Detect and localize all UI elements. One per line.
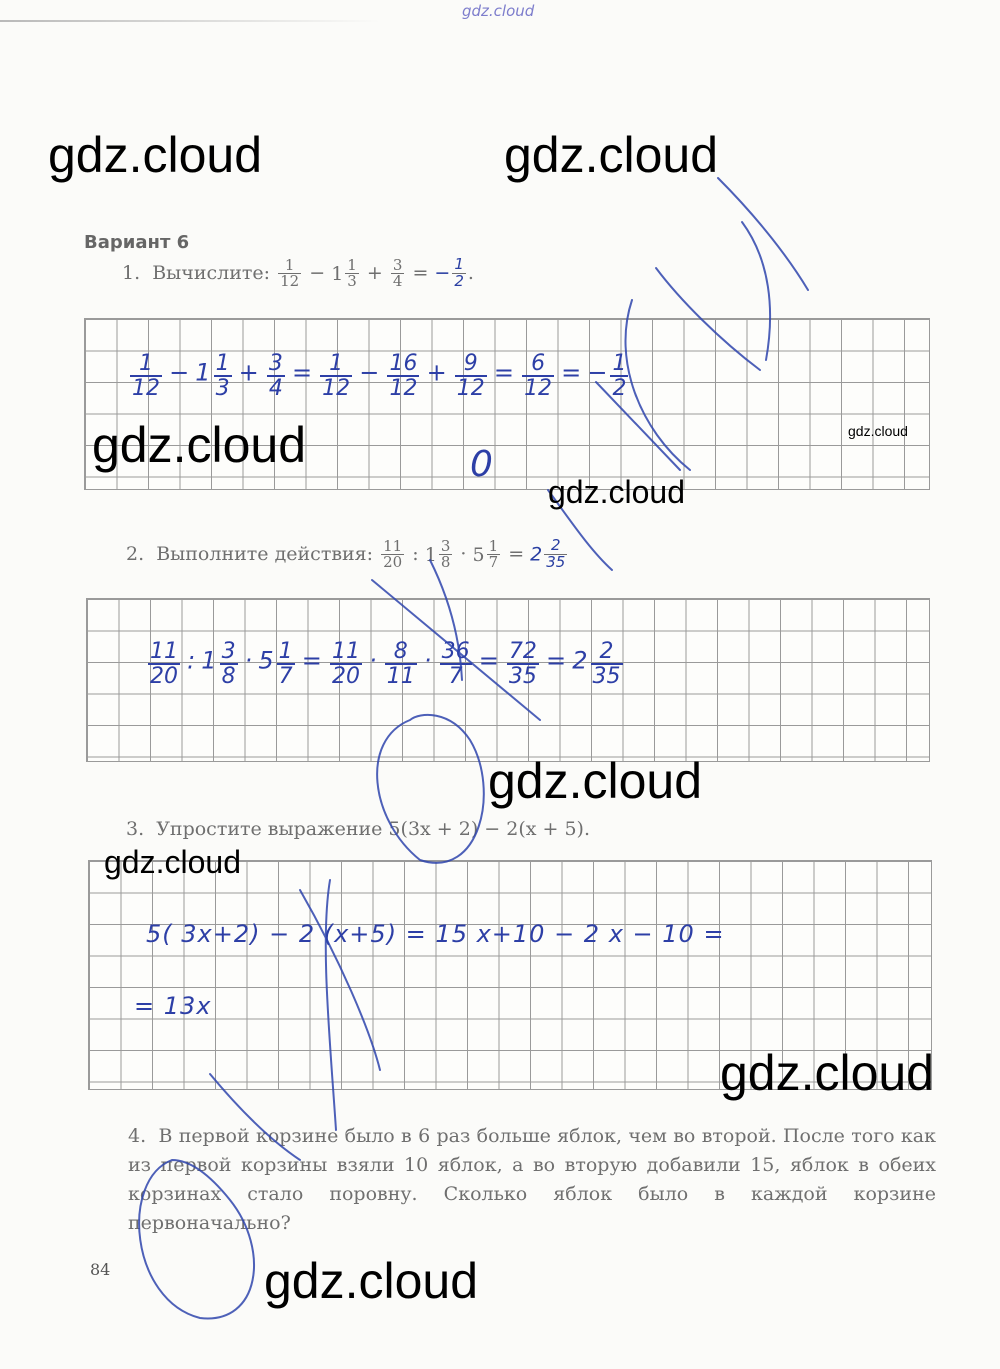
variant-title: Вариант 6: [84, 232, 190, 253]
watermark: gdz.cloud: [848, 423, 908, 439]
mixed-whole: 1: [331, 262, 344, 285]
watermark: gdz.cloud: [48, 127, 263, 183]
watermark: gdz.cloud: [488, 753, 703, 809]
task-4-statement: [128, 1122, 936, 1238]
operator: −: [309, 261, 326, 284]
top-rule: [0, 20, 380, 22]
handwritten-solution-3-line-1: 5( 3x+2) − 2 (x+5) = 15 x+10 − 2 x − 10 =: [146, 920, 725, 948]
task-text: Выполните действия:: [156, 542, 374, 565]
fraction: $\frac{1}{3}$: [347, 255, 357, 291]
site-url-top[interactable]: gdz.cloud: [462, 2, 535, 20]
fraction: $\frac{1}{12}$: [280, 255, 300, 291]
task-number: 3.: [126, 818, 145, 840]
watermark: gdz.cloud: [104, 844, 241, 880]
operator: :: [412, 542, 419, 565]
operator: =: [412, 261, 429, 284]
task-text: В первой корзине было в 6 раз больше яблок, чем во второй. После того как из первой корзины взяли 10 яблок, а во вторую добавили 15, яблок в обеих корзинах стало поровну. Сколько яблок было в каждой корзине первоначально?: [128, 1125, 936, 1234]
fraction: $\frac{3}{4}$: [392, 255, 403, 291]
watermark: gdz.cloud: [92, 417, 307, 473]
task-number: 2.: [126, 542, 145, 565]
handwritten-solution-3-line-2: = 13x: [134, 992, 212, 1020]
watermark: gdz.cloud: [720, 1045, 935, 1101]
handwritten-circle-mark: 0: [470, 444, 493, 485]
watermark: gdz.cloud: [504, 127, 719, 183]
task-1-statement: 1. Вычислите: $\frac{1}{12}$ − 1 $\frac{1}{3}$ + $\frac{3}{4}$ = − $\frac{1}{2}$ .: [122, 255, 474, 291]
task-text: Упростите выражение 5(3x + 2) − 2(x + 5).: [156, 818, 590, 840]
task-number: 1.: [122, 261, 141, 284]
handwritten-answer: 2 $\frac{2}{35}$: [530, 536, 566, 571]
task-number: 4.: [128, 1125, 147, 1147]
handwritten-solution-1: $\frac{1}{12}$ − 1 $\frac{1}{3}$ + $\frac{3}{4}$ = $\frac{1}{12}$ − $\frac{16}{12}$ + $\frac{9}{12}$ = $\frac{6}{12}$ = − $\frac{1}{2}$: [132, 351, 627, 402]
task-2-statement: 2. Выполните действия: $\frac{11}{20}$ : 1 $\frac{3}{8}$ · 5 $\frac{1}{7}$ = 2 $\frac{2}{35}$: [126, 538, 569, 571]
pen-stroke: [718, 178, 808, 290]
watermark: gdz.cloud: [548, 474, 685, 510]
task-3-statement: [126, 818, 590, 840]
operator: ·: [460, 542, 467, 565]
fraction: $\frac{11}{20}$: [383, 536, 403, 572]
handwritten-answer: − $\frac{1}{2}$: [434, 255, 464, 290]
operator: =: [508, 542, 525, 565]
operator: +: [366, 261, 383, 284]
task-text: Вычислите:: [152, 261, 271, 284]
page-number: 84: [90, 1260, 111, 1279]
watermark: gdz.cloud: [264, 1253, 479, 1309]
handwritten-solution-2: $\frac{11}{20}$ : 1 $\frac{3}{8}$ · 5 $\frac{1}{7}$ = $\frac{11}{20}$ · $\frac{8}{11}$ · $\frac{36}{7}$ = $\frac{72}{35}$ = 2 $\frac{2}{35}$: [150, 639, 621, 690]
